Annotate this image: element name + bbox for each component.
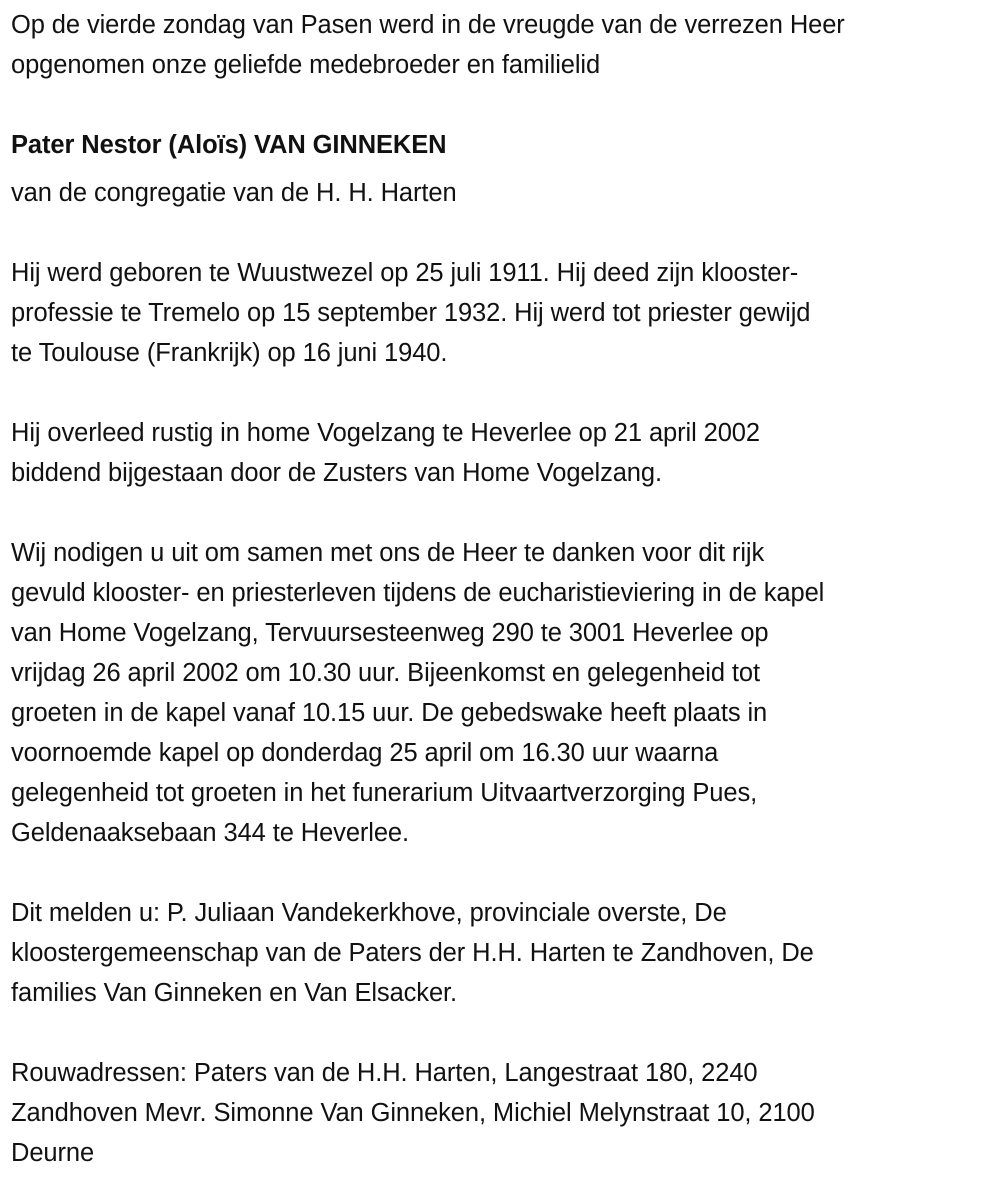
invitation-line: voornoemde kapel op donderdag 25 april om 16.30 uur waarna xyxy=(11,739,719,767)
invitation-line: groeten in de kapel vanaf 10.15 uur. De gebedswake heeft plaats in xyxy=(11,699,768,727)
death-line: biddend bijgestaan door de Zusters van Home Vogelzang. xyxy=(11,459,662,487)
announcers-line: families Van Ginneken en Van Elsacker. xyxy=(11,979,457,1007)
death-line: Hij overleed rustig in home Vogelzang te Heverlee op 21 april 2002 xyxy=(11,419,760,447)
biography-line: Hij werd geboren te Wuustwezel op 25 juli 1911. Hij deed zijn klooster- xyxy=(11,259,799,287)
invitation-line: van Home Vogelzang, Tervuursesteenweg 290 te 3001 Heverlee op xyxy=(11,619,769,647)
intro-line: opgenomen onze geliefde medebroeder en familielid xyxy=(11,51,601,79)
invitation-line: Wij nodigen u uit om samen met ons de Heer te danken voor dit rijk xyxy=(11,539,765,567)
biography-line: te Toulouse (Frankrijk) op 16 juni 1940. xyxy=(11,339,448,367)
congregation-line: van de congregatie van de H. H. Harten xyxy=(11,179,457,207)
deceased-name: Pater Nestor (Aloïs) VAN GINNEKEN xyxy=(11,131,447,159)
invitation-line: Geldenaaksebaan 344 te Heverlee. xyxy=(11,819,410,847)
invitation-line: gelegenheid tot groeten in het funerarium Uitvaartverzorging Pues, xyxy=(11,779,758,807)
announcers-line: kloostergemeenschap van de Paters der H.H. Harten te Zandhoven, De xyxy=(11,939,814,967)
biography-line: professie te Tremelo op 15 september 1932. Hij werd tot priester gewijd xyxy=(11,299,811,327)
condolence-line: Rouwadressen: Paters van de H.H. Harten, Langestraat 180, 2240 xyxy=(11,1059,758,1087)
announcers-line: Dit melden u: P. Juliaan Vandekerkhove, provinciale overste, De xyxy=(11,899,727,927)
condolence-line: Zandhoven Mevr. Simonne Van Ginneken, Michiel Melynstraat 10, 2100 xyxy=(11,1099,815,1127)
intro-line: Op de vierde zondag van Pasen werd in de vreugde van de verrezen Heer xyxy=(11,11,845,39)
invitation-line: gevuld klooster- en priesterleven tijdens de eucharistieviering in de kapel xyxy=(11,579,825,607)
invitation-line: vrijdag 26 april 2002 om 10.30 uur. Bijeenkomst en gelegenheid tot xyxy=(11,659,760,687)
condolence-line: Deurne xyxy=(11,1139,95,1167)
